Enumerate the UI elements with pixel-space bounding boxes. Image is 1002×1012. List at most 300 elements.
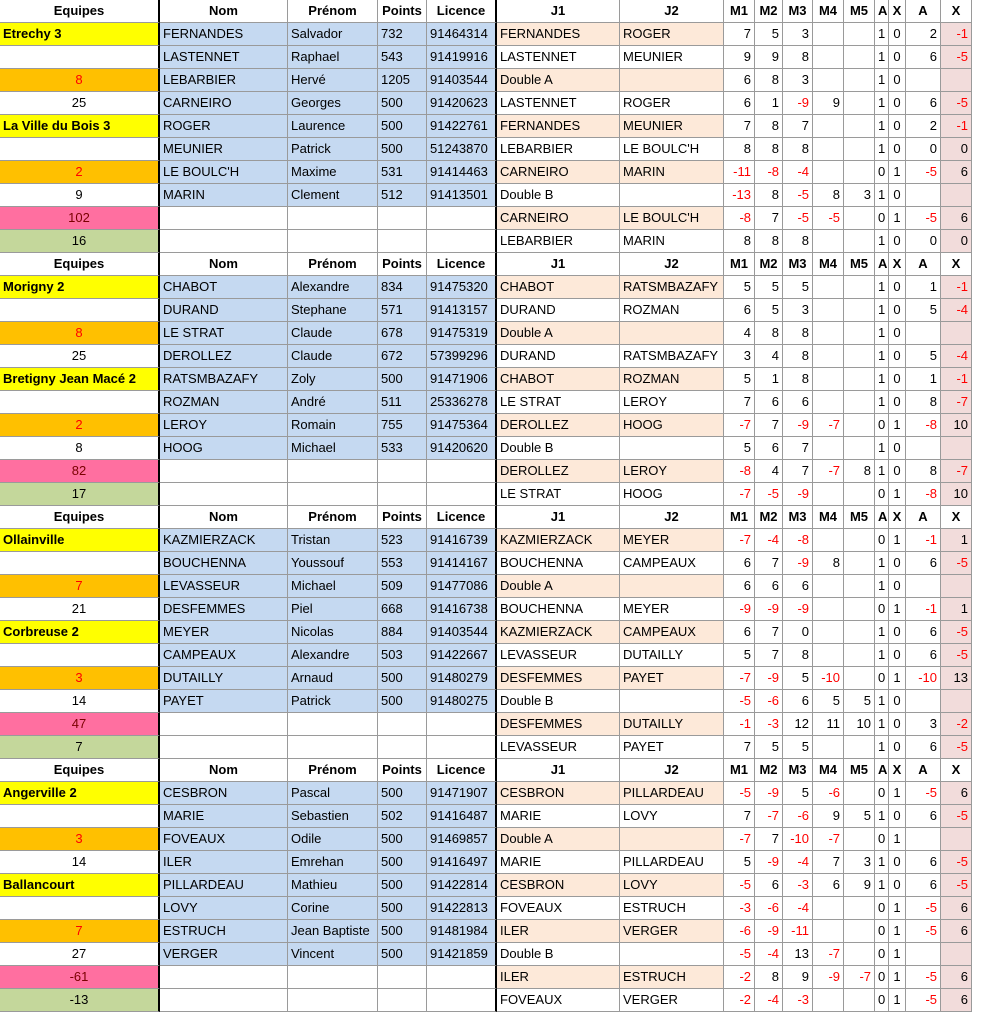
set-score-m1[interactable]: 6 — [724, 299, 755, 322]
points-a[interactable]: 5 — [906, 345, 941, 368]
player-points[interactable]: 502 — [378, 805, 427, 828]
player-licence[interactable]: 91422813 — [427, 897, 497, 920]
player-points[interactable]: 512 — [378, 184, 427, 207]
match-j1[interactable]: DEROLLEZ — [497, 414, 620, 437]
set-score-m5[interactable] — [844, 598, 875, 621]
set-score-m3[interactable]: 8 — [783, 138, 813, 161]
set-score-m2[interactable]: -9 — [755, 851, 783, 874]
set-score-m4[interactable] — [813, 368, 844, 391]
set-score-m3[interactable]: 5 — [783, 667, 813, 690]
set-score-m5[interactable] — [844, 161, 875, 184]
set-score-m3[interactable]: 13 — [783, 943, 813, 966]
match-j2[interactable]: VERGER — [620, 920, 724, 943]
player-licence[interactable]: 91464314 — [427, 23, 497, 46]
match-j2[interactable]: CAMPEAUX — [620, 552, 724, 575]
set-score-m1[interactable]: -7 — [724, 529, 755, 552]
set-score-m3[interactable]: -6 — [783, 805, 813, 828]
set-score-m4[interactable] — [813, 115, 844, 138]
player-prenom[interactable]: Michael — [288, 437, 378, 460]
set-score-m2[interactable]: -9 — [755, 920, 783, 943]
set-score-m4[interactable]: 7 — [813, 851, 844, 874]
player-licence[interactable]: 91475319 — [427, 322, 497, 345]
player-nom[interactable]: LEROY — [160, 414, 288, 437]
column-header[interactable]: M3 — [783, 0, 813, 23]
column-header[interactable]: J2 — [620, 506, 724, 529]
points-a[interactable] — [906, 828, 941, 851]
player-points[interactable]: 668 — [378, 598, 427, 621]
player-points-empty[interactable] — [378, 989, 427, 1012]
team-cell[interactable]: 16 — [0, 230, 160, 253]
team-cell[interactable]: Angerville 2 — [0, 782, 160, 805]
set-score-m2[interactable]: -9 — [755, 667, 783, 690]
match-j1[interactable]: Double B — [497, 184, 620, 207]
set-score-m4[interactable] — [813, 437, 844, 460]
player-points[interactable]: 678 — [378, 322, 427, 345]
player-licence-empty[interactable] — [427, 736, 497, 759]
column-header[interactable]: M1 — [724, 0, 755, 23]
team-cell[interactable]: Corbreuse 2 — [0, 621, 160, 644]
set-x[interactable]: 1 — [889, 897, 906, 920]
player-nom[interactable]: DURAND — [160, 299, 288, 322]
column-header[interactable]: Licence — [427, 506, 497, 529]
set-a[interactable]: 1 — [875, 736, 889, 759]
set-score-m2[interactable]: 6 — [755, 437, 783, 460]
match-j2[interactable]: LOVY — [620, 874, 724, 897]
player-licence[interactable]: 91422761 — [427, 115, 497, 138]
player-points[interactable]: 500 — [378, 874, 427, 897]
set-score-m3[interactable]: 5 — [783, 276, 813, 299]
set-score-m1[interactable]: 6 — [724, 621, 755, 644]
set-score-m2[interactable]: 7 — [755, 414, 783, 437]
team-cell[interactable]: 17 — [0, 483, 160, 506]
team-cell[interactable]: 7 — [0, 920, 160, 943]
match-j2[interactable]: LOVY — [620, 805, 724, 828]
set-x[interactable]: 0 — [889, 851, 906, 874]
player-licence[interactable]: 91422667 — [427, 644, 497, 667]
points-x[interactable]: 6 — [941, 897, 972, 920]
player-points-empty[interactable] — [378, 713, 427, 736]
player-nom-empty[interactable] — [160, 230, 288, 253]
set-score-m1[interactable]: -8 — [724, 460, 755, 483]
set-score-m1[interactable]: -5 — [724, 782, 755, 805]
match-j1[interactable]: LEBARBIER — [497, 230, 620, 253]
player-points[interactable]: 732 — [378, 23, 427, 46]
player-prenom-empty[interactable] — [288, 989, 378, 1012]
match-j2[interactable]: CAMPEAUX — [620, 621, 724, 644]
match-j2[interactable]: MARIN — [620, 161, 724, 184]
set-score-m2[interactable]: 5 — [755, 276, 783, 299]
points-a[interactable] — [906, 69, 941, 92]
match-j2[interactable]: HOOG — [620, 414, 724, 437]
column-header[interactable]: Points — [378, 0, 427, 23]
set-score-m3[interactable]: 5 — [783, 782, 813, 805]
set-score-m2[interactable]: 8 — [755, 69, 783, 92]
set-score-m3[interactable]: 8 — [783, 644, 813, 667]
player-points[interactable]: 500 — [378, 92, 427, 115]
points-x[interactable]: -2 — [941, 713, 972, 736]
player-prenom[interactable]: Pascal — [288, 782, 378, 805]
points-x[interactable]: 10 — [941, 414, 972, 437]
player-points-empty[interactable] — [378, 966, 427, 989]
match-j1[interactable]: DEROLLEZ — [497, 460, 620, 483]
points-a[interactable] — [906, 575, 941, 598]
set-score-m5[interactable] — [844, 920, 875, 943]
set-score-m2[interactable]: -9 — [755, 782, 783, 805]
set-a[interactable]: 1 — [875, 575, 889, 598]
set-score-m3[interactable]: -4 — [783, 161, 813, 184]
player-points[interactable]: 533 — [378, 437, 427, 460]
match-j1[interactable]: KAZMIERZACK — [497, 621, 620, 644]
set-a[interactable]: 0 — [875, 943, 889, 966]
column-header[interactable]: X — [889, 0, 906, 23]
player-licence[interactable]: 51243870 — [427, 138, 497, 161]
set-score-m1[interactable]: 5 — [724, 368, 755, 391]
set-score-m4[interactable] — [813, 989, 844, 1012]
set-score-m1[interactable]: -9 — [724, 598, 755, 621]
points-a[interactable]: 1 — [906, 368, 941, 391]
set-x[interactable]: 0 — [889, 391, 906, 414]
player-points[interactable]: 500 — [378, 138, 427, 161]
points-a[interactable]: 6 — [906, 46, 941, 69]
player-nom[interactable]: RATSMBAZAFY — [160, 368, 288, 391]
set-score-m2[interactable]: 4 — [755, 345, 783, 368]
set-score-m1[interactable]: -2 — [724, 966, 755, 989]
set-x[interactable]: 1 — [889, 667, 906, 690]
set-score-m5[interactable] — [844, 943, 875, 966]
player-licence-empty[interactable] — [427, 483, 497, 506]
player-prenom[interactable]: Hervé — [288, 69, 378, 92]
set-a[interactable]: 1 — [875, 299, 889, 322]
set-score-m2[interactable]: 6 — [755, 575, 783, 598]
match-j2[interactable]: RATSMBAZAFY — [620, 276, 724, 299]
match-j2[interactable]: MEUNIER — [620, 115, 724, 138]
set-x[interactable]: 1 — [889, 598, 906, 621]
set-score-m3[interactable]: 6 — [783, 575, 813, 598]
player-nom[interactable]: LEVASSEUR — [160, 575, 288, 598]
player-nom[interactable]: CARNEIRO — [160, 92, 288, 115]
player-licence-empty[interactable] — [427, 966, 497, 989]
set-score-m5[interactable]: 10 — [844, 713, 875, 736]
set-x[interactable]: 0 — [889, 621, 906, 644]
player-nom[interactable]: LE STRAT — [160, 322, 288, 345]
points-x[interactable]: -4 — [941, 299, 972, 322]
points-a[interactable]: 6 — [906, 851, 941, 874]
set-score-m1[interactable]: -7 — [724, 828, 755, 851]
player-points[interactable]: 511 — [378, 391, 427, 414]
column-header[interactable]: A — [906, 506, 941, 529]
set-score-m3[interactable]: 8 — [783, 230, 813, 253]
set-score-m3[interactable]: 8 — [783, 322, 813, 345]
team-cell[interactable]: La Ville du Bois 3 — [0, 115, 160, 138]
points-x[interactable] — [941, 69, 972, 92]
set-score-m3[interactable]: -9 — [783, 483, 813, 506]
player-points[interactable]: 500 — [378, 943, 427, 966]
match-j2[interactable]: LE BOULC'H — [620, 207, 724, 230]
match-j2[interactable] — [620, 828, 724, 851]
set-score-m5[interactable]: 8 — [844, 460, 875, 483]
player-nom[interactable]: LASTENNET — [160, 46, 288, 69]
set-score-m5[interactable] — [844, 828, 875, 851]
column-header[interactable]: A — [906, 0, 941, 23]
set-score-m1[interactable]: 7 — [724, 23, 755, 46]
match-j1[interactable]: FOVEAUX — [497, 897, 620, 920]
player-points[interactable]: 500 — [378, 920, 427, 943]
set-score-m4[interactable] — [813, 322, 844, 345]
set-score-m2[interactable]: 5 — [755, 736, 783, 759]
match-j1[interactable]: BOUCHENNA — [497, 598, 620, 621]
player-nom[interactable]: MARIN — [160, 184, 288, 207]
set-score-m1[interactable]: -8 — [724, 207, 755, 230]
player-points[interactable]: 500 — [378, 828, 427, 851]
column-header[interactable]: J1 — [497, 759, 620, 782]
set-x[interactable]: 1 — [889, 483, 906, 506]
column-header[interactable]: Prénom — [288, 0, 378, 23]
set-score-m1[interactable]: -5 — [724, 874, 755, 897]
player-licence[interactable]: 91416487 — [427, 805, 497, 828]
player-prenom[interactable]: Laurence — [288, 115, 378, 138]
points-a[interactable] — [906, 690, 941, 713]
set-x[interactable]: 0 — [889, 138, 906, 161]
points-x[interactable] — [941, 322, 972, 345]
team-cell[interactable] — [0, 138, 160, 161]
set-a[interactable]: 0 — [875, 782, 889, 805]
set-score-m2[interactable]: 8 — [755, 138, 783, 161]
set-x[interactable]: 1 — [889, 828, 906, 851]
player-nom[interactable]: HOOG — [160, 437, 288, 460]
player-licence[interactable]: 91480279 — [427, 667, 497, 690]
points-a[interactable]: -5 — [906, 782, 941, 805]
player-nom[interactable]: CESBRON — [160, 782, 288, 805]
set-score-m3[interactable]: -9 — [783, 92, 813, 115]
column-header[interactable]: Points — [378, 253, 427, 276]
set-a[interactable]: 1 — [875, 621, 889, 644]
match-j2[interactable]: HOOG — [620, 483, 724, 506]
player-nom[interactable]: FOVEAUX — [160, 828, 288, 851]
points-a[interactable] — [906, 184, 941, 207]
set-score-m1[interactable]: -3 — [724, 897, 755, 920]
set-score-m5[interactable]: 3 — [844, 851, 875, 874]
player-nom[interactable]: KAZMIERZACK — [160, 529, 288, 552]
points-x[interactable] — [941, 828, 972, 851]
points-a[interactable]: 6 — [906, 736, 941, 759]
points-a[interactable]: -8 — [906, 483, 941, 506]
set-score-m2[interactable]: 8 — [755, 115, 783, 138]
match-j2[interactable] — [620, 69, 724, 92]
match-j1[interactable]: CESBRON — [497, 874, 620, 897]
points-a[interactable]: -5 — [906, 989, 941, 1012]
player-licence[interactable]: 25336278 — [427, 391, 497, 414]
player-prenom[interactable]: Jean Baptiste — [288, 920, 378, 943]
team-cell[interactable] — [0, 46, 160, 69]
player-prenom[interactable]: Michael — [288, 575, 378, 598]
set-score-m5[interactable] — [844, 299, 875, 322]
set-score-m4[interactable] — [813, 483, 844, 506]
set-x[interactable]: 0 — [889, 23, 906, 46]
set-score-m4[interactable] — [813, 391, 844, 414]
set-score-m1[interactable]: -11 — [724, 161, 755, 184]
points-a[interactable]: -1 — [906, 529, 941, 552]
column-header[interactable]: X — [941, 759, 972, 782]
player-prenom[interactable]: Emrehan — [288, 851, 378, 874]
points-a[interactable]: 0 — [906, 138, 941, 161]
set-a[interactable]: 1 — [875, 391, 889, 414]
team-cell[interactable]: -61 — [0, 966, 160, 989]
set-score-m2[interactable]: 7 — [755, 828, 783, 851]
column-header[interactable]: J1 — [497, 506, 620, 529]
player-licence-empty[interactable] — [427, 713, 497, 736]
team-cell[interactable]: 21 — [0, 598, 160, 621]
set-a[interactable]: 1 — [875, 552, 889, 575]
column-header[interactable]: M5 — [844, 759, 875, 782]
team-cell[interactable] — [0, 552, 160, 575]
player-prenom[interactable]: Patrick — [288, 138, 378, 161]
set-x[interactable]: 1 — [889, 782, 906, 805]
player-nom[interactable]: BOUCHENNA — [160, 552, 288, 575]
player-points[interactable]: 500 — [378, 115, 427, 138]
set-score-m4[interactable]: 9 — [813, 805, 844, 828]
column-header[interactable]: Prénom — [288, 759, 378, 782]
player-prenom[interactable]: Maxime — [288, 161, 378, 184]
points-a[interactable]: -10 — [906, 667, 941, 690]
player-prenom[interactable]: Mathieu — [288, 874, 378, 897]
set-score-m3[interactable]: -11 — [783, 920, 813, 943]
points-a[interactable]: 6 — [906, 644, 941, 667]
player-prenom[interactable]: Patrick — [288, 690, 378, 713]
player-nom[interactable]: PILLARDEAU — [160, 874, 288, 897]
match-j1[interactable]: LEVASSEUR — [497, 644, 620, 667]
set-score-m1[interactable]: 7 — [724, 805, 755, 828]
match-j2[interactable]: ESTRUCH — [620, 966, 724, 989]
points-a[interactable]: 6 — [906, 874, 941, 897]
column-header[interactable]: M2 — [755, 759, 783, 782]
set-score-m5[interactable] — [844, 115, 875, 138]
team-cell[interactable]: 7 — [0, 575, 160, 598]
set-a[interactable]: 1 — [875, 115, 889, 138]
player-points-empty[interactable] — [378, 230, 427, 253]
set-score-m3[interactable]: 3 — [783, 69, 813, 92]
set-a[interactable]: 0 — [875, 598, 889, 621]
set-a[interactable]: 1 — [875, 92, 889, 115]
column-header[interactable]: A — [906, 759, 941, 782]
player-prenom-empty[interactable] — [288, 460, 378, 483]
column-header[interactable]: Prénom — [288, 506, 378, 529]
player-prenom-empty[interactable] — [288, 736, 378, 759]
set-score-m4[interactable]: -10 — [813, 667, 844, 690]
points-x[interactable]: 6 — [941, 920, 972, 943]
column-header[interactable]: Points — [378, 506, 427, 529]
column-header[interactable]: M5 — [844, 506, 875, 529]
match-j1[interactable]: BOUCHENNA — [497, 552, 620, 575]
set-score-m3[interactable]: 3 — [783, 23, 813, 46]
player-licence[interactable]: 91416739 — [427, 529, 497, 552]
column-header[interactable]: M1 — [724, 506, 755, 529]
player-licence[interactable]: 91475364 — [427, 414, 497, 437]
team-cell[interactable] — [0, 299, 160, 322]
player-points[interactable]: 834 — [378, 276, 427, 299]
player-nom[interactable]: DEROLLEZ — [160, 345, 288, 368]
player-nom-empty[interactable] — [160, 207, 288, 230]
set-a[interactable]: 0 — [875, 483, 889, 506]
player-nom[interactable]: CAMPEAUX — [160, 644, 288, 667]
column-header[interactable]: M3 — [783, 759, 813, 782]
set-score-m1[interactable]: 6 — [724, 69, 755, 92]
set-score-m4[interactable] — [813, 575, 844, 598]
set-score-m3[interactable]: 7 — [783, 115, 813, 138]
set-score-m1[interactable]: 3 — [724, 345, 755, 368]
player-licence[interactable]: 91471906 — [427, 368, 497, 391]
set-score-m3[interactable]: -3 — [783, 874, 813, 897]
set-a[interactable]: 0 — [875, 667, 889, 690]
column-header[interactable]: M4 — [813, 506, 844, 529]
match-j1[interactable]: Double A — [497, 828, 620, 851]
points-x[interactable] — [941, 184, 972, 207]
match-j1[interactable]: LEVASSEUR — [497, 736, 620, 759]
set-score-m5[interactable] — [844, 92, 875, 115]
match-j1[interactable]: ILER — [497, 920, 620, 943]
column-header[interactable]: Equipes — [0, 506, 160, 529]
match-j1[interactable]: Double B — [497, 690, 620, 713]
player-licence[interactable]: 91422814 — [427, 874, 497, 897]
set-x[interactable]: 0 — [889, 345, 906, 368]
column-header[interactable]: Equipes — [0, 759, 160, 782]
set-score-m4[interactable] — [813, 161, 844, 184]
points-a[interactable]: -5 — [906, 161, 941, 184]
set-score-m4[interactable]: -5 — [813, 207, 844, 230]
team-cell[interactable] — [0, 644, 160, 667]
column-header[interactable]: M4 — [813, 0, 844, 23]
set-score-m1[interactable]: 6 — [724, 92, 755, 115]
player-nom[interactable]: MARIE — [160, 805, 288, 828]
player-prenom[interactable]: Youssouf — [288, 552, 378, 575]
player-licence[interactable]: 91420620 — [427, 437, 497, 460]
player-licence-empty[interactable] — [427, 230, 497, 253]
set-x[interactable]: 0 — [889, 437, 906, 460]
set-score-m2[interactable]: 8 — [755, 230, 783, 253]
points-x[interactable]: -5 — [941, 736, 972, 759]
set-x[interactable]: 0 — [889, 805, 906, 828]
points-x[interactable]: 6 — [941, 161, 972, 184]
set-a[interactable]: 1 — [875, 138, 889, 161]
set-score-m2[interactable]: 7 — [755, 207, 783, 230]
player-points[interactable]: 553 — [378, 552, 427, 575]
set-score-m1[interactable]: -5 — [724, 690, 755, 713]
player-licence[interactable]: 91414463 — [427, 161, 497, 184]
set-a[interactable]: 1 — [875, 805, 889, 828]
set-score-m5[interactable] — [844, 897, 875, 920]
set-x[interactable]: 0 — [889, 69, 906, 92]
team-cell[interactable]: -13 — [0, 989, 160, 1012]
player-licence[interactable]: 91416738 — [427, 598, 497, 621]
player-prenom[interactable]: Claude — [288, 322, 378, 345]
player-prenom[interactable]: Tristan — [288, 529, 378, 552]
set-score-m5[interactable] — [844, 667, 875, 690]
match-j1[interactable]: Double A — [497, 322, 620, 345]
column-header[interactable]: Licence — [427, 759, 497, 782]
points-a[interactable]: 6 — [906, 552, 941, 575]
set-score-m5[interactable] — [844, 552, 875, 575]
column-header[interactable]: M4 — [813, 759, 844, 782]
player-licence[interactable]: 91414167 — [427, 552, 497, 575]
set-x[interactable]: 0 — [889, 276, 906, 299]
set-score-m4[interactable]: 6 — [813, 874, 844, 897]
points-x[interactable]: 6 — [941, 207, 972, 230]
match-j1[interactable]: CESBRON — [497, 782, 620, 805]
points-x[interactable] — [941, 437, 972, 460]
column-header[interactable]: X — [941, 506, 972, 529]
set-score-m4[interactable] — [813, 736, 844, 759]
player-licence-empty[interactable] — [427, 989, 497, 1012]
match-j1[interactable]: LASTENNET — [497, 46, 620, 69]
